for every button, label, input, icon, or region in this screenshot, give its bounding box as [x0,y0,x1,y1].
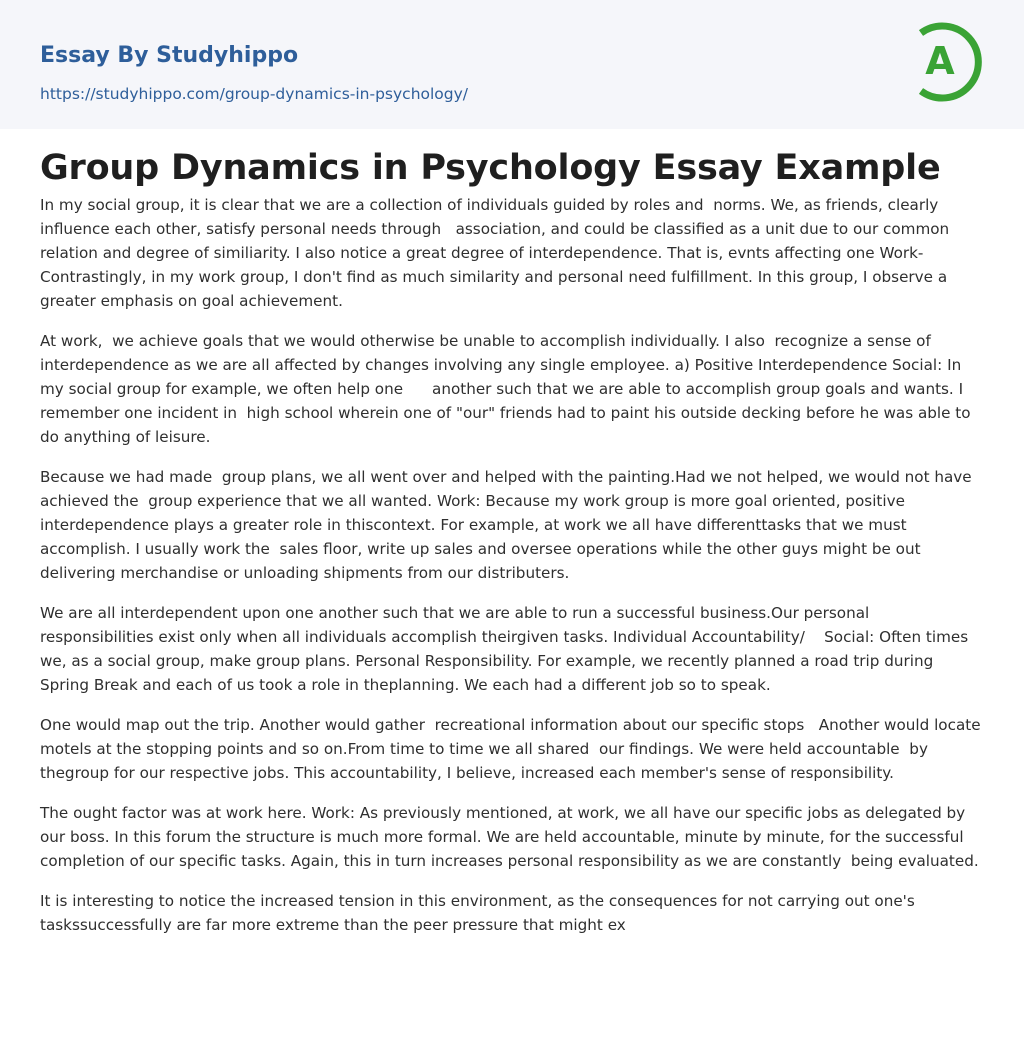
site-header [0,0,1024,129]
essay-paragraph: We are all interdependent upon one another such that we are able to run a successful business.Our personal responsibilities exist only when all individuals accomplish theirgiven tasks. Individual Accountability/ Social: Often times we, as a social group, make group plans. Personal Responsibility. For example, we recently planned a road trip during Spring Break and each of us took a role in theplanning. We each had a different job so to speak. [40,604,973,694]
studyhippo-logo-icon[interactable] [908,18,988,106]
page-title: Group Dynamics in Psychology Essay Example [40,148,941,188]
essay-paragraph: It is interesting to notice the increased tension in this environment, as the consequences for not carrying out one's taskssuccessfully are far more extreme than the peer pressure that might ex [40,892,920,934]
source-url-link[interactable]: https://studyhippo.com/group-dynamics-in-psychology/ [40,85,469,103]
essay-paragraph: Because we had made group plans, we all went over and helped with the painting.Had we not helped, we would not have achieved the group experience that we all wanted. Work: Because my work group is more goal oriented, positive interdependence plays a greater role in thiscontext. For example, at work we all have differenttasks that we must accomplish. I usually work the sales floor, write up sales and oversee operations while the other guys might be out delivering merchandise or unloading shipments from our distributers. [40,468,977,582]
essay-paragraph: One would map out the trip. Another would gather recreational information about our specific stops Another would locate motels at the stopping points and so on.From time to time we all shared our findings. We were held accountable by thegroup for our respective jobs. This accountability, I believe, increased each member's sense of responsibility. [40,716,986,782]
logo-letter: A [925,39,955,83]
essay-paragraph: At work, we achieve goals that we would otherwise be unable to accomplish individually. I also recognize a sense of interdependence as we are all affected by changes involving any single employee. a) Positive Interdependence Social: In my social group for example, we often help one another such that we are able to accomplish group goals and wants. I remember one incident in high school wherein one of "our" friends had to paint his outside decking before he was able to do anything of leisure. [40,332,976,446]
article-container [0,129,1024,937]
brand-title[interactable]: Essay By Studyhippo [40,43,299,68]
essay-paragraph: The ought factor was at work here. Work: As previously mentioned, at work, we all have our specific jobs as delegated by our boss. In this forum the structure is much more formal. We are held accountable, minute by minute, for the successful completion of our specific tasks. Again, this in turn increases personal responsibility as we are constantly being evaluated. [40,804,979,870]
essay-body [40,193,986,937]
essay-paragraph: In my social group, it is clear that we are a collection of individuals guided by roles and norms. We, as friends, clearly influence each other, satisfy personal needs through association, and could be classified as a unit due to our common relation and degree of similiarity. I also notice a great degree of interdependence. That is, evnts affecting one Work- Contrastingly, in my work group, I don't find as much similarity and personal need fulfillment. In this group, I observe a greater emphasis on goal achievement. [40,196,954,310]
